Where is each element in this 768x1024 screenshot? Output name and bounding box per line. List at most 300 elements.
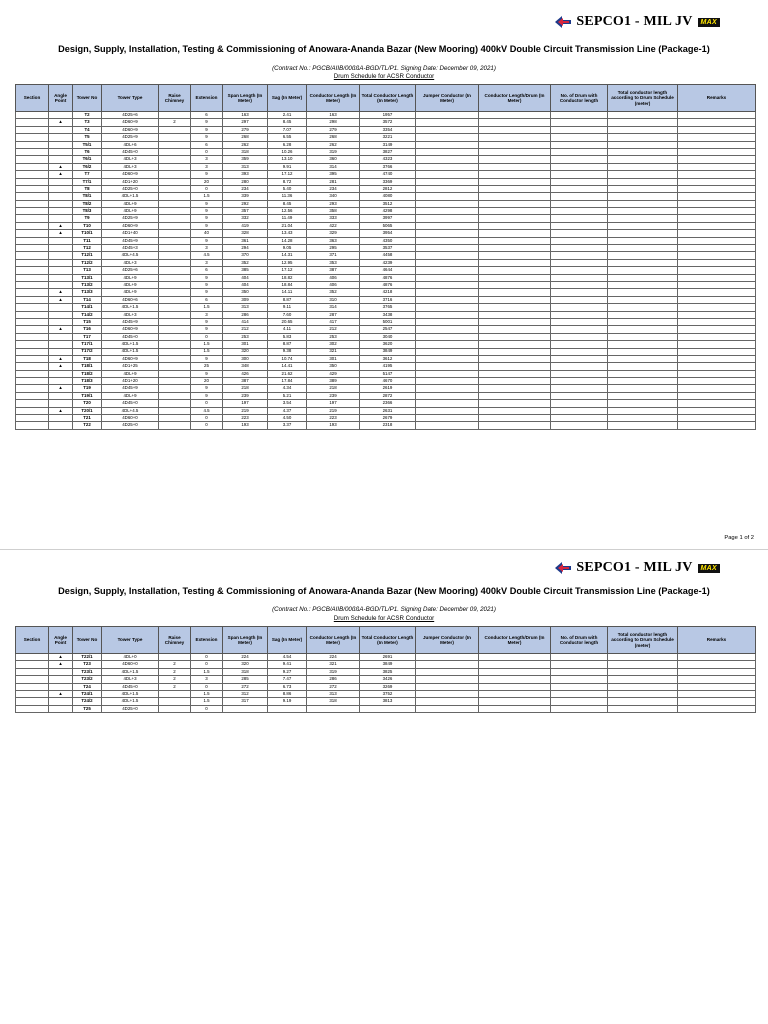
cell-tower-type: 4D45+0 [102,148,159,155]
cell-conductor-length-per-drum [479,341,551,348]
table-row [16,274,756,281]
table-row [16,178,756,185]
cell-tower-type: 4DL+3 [102,311,159,318]
cell-extension: 9 [191,200,223,207]
cell-raise-chimney [159,415,191,422]
cell-remarks [678,171,756,178]
cell-remarks [678,668,756,675]
cell-conductor-length: 224 [307,654,360,661]
cell-total-by-drum [608,215,678,222]
cell-drum-count [551,156,608,163]
cell-raise-chimney [159,378,191,385]
cell-total-conductor-length: 3752 [360,690,416,697]
cell-jumper-conductor [416,178,479,185]
cell-total-conductor-length: 3813 [360,698,416,705]
cell-angle-point [49,705,73,712]
cell-jumper-conductor [416,200,479,207]
cell-conductor-length-per-drum [479,112,551,119]
cell-jumper-conductor [416,126,479,133]
cell-extension: 0 [191,148,223,155]
table-row [16,348,756,355]
cell-total-by-drum [608,208,678,215]
cell-drum-count [551,112,608,119]
table-row [16,296,756,303]
cell-tower-no: T18/3 [73,378,102,385]
cell-angle-point [49,193,73,200]
cell-tower-no: T22 [73,422,102,429]
cell-sag: 9.27 [268,668,307,675]
cell-drum-count [551,259,608,266]
cell-raise-chimney [159,148,191,155]
cell-sag: 10.74 [268,355,307,362]
table-row [16,289,756,296]
cell-drum-count [551,200,608,207]
cell-conductor-length-per-drum [479,185,551,192]
table-row [16,163,756,170]
cell-remarks [678,119,756,126]
cell-remarks [678,385,756,392]
cell-extension: 3 [191,245,223,252]
table-row [16,676,756,683]
cell-sag: 7.60 [268,311,307,318]
cell-conductor-length: 429 [307,370,360,377]
cell-total-by-drum [608,326,678,333]
cell-total-by-drum [608,193,678,200]
cell-raise-chimney [159,385,191,392]
cell-total-by-drum [608,222,678,229]
column-header-total-by-drum: Total conductor length according to Drum Schedule (meter) [608,627,678,654]
cell-span-length: 387 [223,378,268,385]
table-row [16,304,756,311]
cell-raise-chimney [159,698,191,705]
cell-extension: 1.5 [191,341,223,348]
cell-raise-chimney [159,311,191,318]
cell-section [16,267,49,274]
cell-extension: 0 [191,422,223,429]
cell-sag: 8.87 [268,341,307,348]
cell-conductor-length-per-drum [479,178,551,185]
cell-sag: 8.87 [268,296,307,303]
cell-section [16,126,49,133]
cell-angle-point [49,668,73,675]
cell-sag: 4.37 [268,407,307,414]
cell-sag: 9.41 [268,661,307,668]
cell-remarks [678,415,756,422]
cell-sag: 17.84 [268,378,307,385]
cell-total-by-drum [608,318,678,325]
column-header-tower-type: Tower Type [102,85,159,112]
cell-span-length: 318 [223,668,268,675]
table-row [16,141,756,148]
cell-total-by-drum [608,698,678,705]
cell-section [16,252,49,259]
cell-span-length: 350 [223,289,268,296]
cell-raise-chimney [159,245,191,252]
cell-conductor-length: 422 [307,222,360,229]
cell-angle-point [49,178,73,185]
cell-total-by-drum [608,245,678,252]
cell-tower-no: T19/1 [73,392,102,399]
cell-section [16,230,49,237]
cell-tower-no: T6/1 [73,156,102,163]
cell-angle-point: ▲ [49,222,73,229]
cell-conductor-length-per-drum [479,148,551,155]
cell-tower-type: 4DL+4.5 [102,252,159,259]
cell-conductor-length-per-drum [479,252,551,259]
cell-conductor-length-per-drum [479,661,551,668]
cell-tower-type: 4D60+9 [102,126,159,133]
table-row [16,683,756,690]
cell-tower-no: T11 [73,237,102,244]
cell-conductor-length: 223 [307,415,360,422]
cell-total-conductor-length: 4080 [360,193,416,200]
cell-total-conductor-length: 3512 [360,200,416,207]
cell-extension: 0 [191,400,223,407]
table-row [16,222,756,229]
cell-sag: 11.36 [268,193,307,200]
document-title: Design, Supply, Installation, Testing & Commissioning of Anowara-Ananda Bazar (New Mooring) 400kV Double Circuit Transmission Line (Package-1) [58,586,710,596]
cell-sag: 10.26 [268,148,307,155]
cell-total-conductor-length: 3612 [360,355,416,362]
cell-tower-type: 4D1+20 [102,178,159,185]
cell-span-length: 370 [223,252,268,259]
cell-total-conductor-length: 3438 [360,311,416,318]
cell-angle-point: ▲ [49,407,73,414]
cell-section [16,171,49,178]
table-row [16,333,756,340]
column-header-tower-no: Tower No [73,627,102,654]
cell-conductor-length-per-drum [479,705,551,712]
cell-tower-no: T14/1 [73,304,102,311]
cell-raise-chimney [159,326,191,333]
cell-conductor-length-per-drum [479,230,551,237]
cell-section [16,311,49,318]
cell-drum-count [551,333,608,340]
cell-angle-point [49,215,73,222]
cell-tower-type: 4DL+1.5 [102,690,159,697]
cell-conductor-length: 314 [307,304,360,311]
column-header-conductor-length: Conductor Length (In Meter) [307,85,360,112]
table-row [16,208,756,215]
cell-sag: 9.38 [268,348,307,355]
cell-jumper-conductor [416,259,479,266]
cell-raise-chimney [159,252,191,259]
cell-section [16,378,49,385]
cell-conductor-length: 358 [307,208,360,215]
cell-angle-point [49,415,73,422]
cell-remarks [678,705,756,712]
cell-sag: 14.41 [268,363,307,370]
cell-raise-chimney [159,296,191,303]
cell-angle-point [49,252,73,259]
column-header-jumper-conductor: Jumper Conductor (In Meter) [416,627,479,654]
cell-angle-point: ▲ [49,363,73,370]
cell-sag: 3.37 [268,422,307,429]
cell-section [16,326,49,333]
cell-tower-type: 4DL+9 [102,392,159,399]
cell-sag: 8.86 [268,690,307,697]
cell-raise-chimney [159,178,191,185]
cell-tower-no: T8/1 [73,193,102,200]
cell-drum-count [551,676,608,683]
cell-total-conductor-length: 3269 [360,683,416,690]
cell-total-by-drum [608,267,678,274]
column-header-total-conductor-length: Total Conductor Length (In Meter) [360,85,416,112]
cell-extension: 4.5 [191,407,223,414]
cell-remarks [678,245,756,252]
cell-tower-no: T10/1 [73,230,102,237]
cell-sag: 13.43 [268,230,307,237]
cell-raise-chimney: 2 [159,668,191,675]
cell-span-length: 320 [223,348,268,355]
cell-total-by-drum [608,378,678,385]
cell-angle-point [49,267,73,274]
cell-span-length: 339 [223,193,268,200]
cell-remarks [678,289,756,296]
cell-jumper-conductor [416,378,479,385]
cell-jumper-conductor [416,415,479,422]
cell-conductor-length-per-drum [479,215,551,222]
cell-section [16,200,49,207]
cell-remarks [678,407,756,414]
cell-tower-type: 4D25+6 [102,112,159,119]
cell-section [16,163,49,170]
column-header-remarks: Remarks [678,85,756,112]
page-2 [0,552,768,1024]
cell-tower-type: 4DL+1.5 [102,304,159,311]
table-row [16,311,756,318]
cell-remarks [678,698,756,705]
cell-raise-chimney [159,654,191,661]
cell-total-conductor-length: 3997 [360,215,416,222]
cell-total-by-drum [608,274,678,281]
cell-jumper-conductor [416,668,479,675]
column-header-conductor-length-per-drum: Conductor Length/Drum (In Meter) [479,85,551,112]
cell-section [16,237,49,244]
column-header-sag: Sag (In Meter) [268,85,307,112]
cell-tower-no: T9 [73,215,102,222]
cell-remarks [678,193,756,200]
cell-sag: 7.47 [268,676,307,683]
cell-conductor-length-per-drum [479,348,551,355]
cell-span-length: 357 [223,208,268,215]
table-row [16,156,756,163]
cell-total-by-drum [608,281,678,288]
cell-total-conductor-length: 3040 [360,333,416,340]
cell-raise-chimney [159,171,191,178]
cell-jumper-conductor [416,407,479,414]
cell-raise-chimney [159,156,191,163]
cell-sag: 8.45 [268,200,307,207]
cell-total-conductor-length: 2318 [360,422,416,429]
cell-tower-no: T16 [73,326,102,333]
cell-conductor-length: 319 [307,668,360,675]
table-row [16,230,756,237]
cell-remarks [678,676,756,683]
cell-angle-point [49,141,73,148]
cell-tower-type: 4D25+0 [102,185,159,192]
cell-drum-count [551,392,608,399]
cell-drum-count [551,415,608,422]
cell-conductor-length-per-drum [479,355,551,362]
cell-span-length: 212 [223,326,268,333]
cell-conductor-length-per-drum [479,289,551,296]
cell-section [16,222,49,229]
cell-drum-count [551,304,608,311]
cell-conductor-length: 395 [307,171,360,178]
cell-extension: 6 [191,267,223,274]
cell-conductor-length-per-drum [479,422,551,429]
cell-span-length: 352 [223,259,268,266]
cell-angle-point: ▲ [49,385,73,392]
cell-raise-chimney [159,274,191,281]
cell-drum-count [551,281,608,288]
cell-drum-count [551,326,608,333]
cell-sag: 18.84 [268,281,307,288]
cell-tower-no: T20 [73,400,102,407]
cell-jumper-conductor [416,274,479,281]
cell-tower-type: 4DL+3 [102,163,159,170]
cell-span-length: 223 [223,415,268,422]
cell-sag: 14.28 [268,237,307,244]
cell-remarks [678,185,756,192]
cell-total-conductor-length: 5147 [360,370,416,377]
cell-drum-count [551,230,608,237]
cell-total-conductor-length: 4239 [360,259,416,266]
cell-tower-type: 4D60+6 [102,296,159,303]
cell-raise-chimney [159,230,191,237]
cell-sag: 9.19 [268,698,307,705]
table-body [16,112,756,430]
cell-drum-count [551,683,608,690]
cell-raise-chimney [159,237,191,244]
cell-total-conductor-length [360,705,416,712]
cell-total-by-drum [608,259,678,266]
cell-extension: 20 [191,378,223,385]
cell-total-by-drum [608,370,678,377]
cell-total-conductor-length: 4218 [360,289,416,296]
cell-conductor-length: 313 [307,690,360,697]
cell-jumper-conductor [416,252,479,259]
cell-jumper-conductor [416,385,479,392]
cell-span-length: 297 [223,119,268,126]
cell-angle-point [49,348,73,355]
cell-tower-type: 4DL+1.5 [102,341,159,348]
cell-extension: 0 [191,333,223,340]
cell-span-length: 320 [223,661,268,668]
cell-jumper-conductor [416,185,479,192]
cell-remarks [678,141,756,148]
cell-tower-type: 4DL+1.5 [102,668,159,675]
cell-total-by-drum [608,171,678,178]
cell-conductor-length-per-drum [479,400,551,407]
cell-extension: 9 [191,126,223,133]
cell-tower-no: T8 [73,185,102,192]
cell-tower-type: 4D25+9 [102,215,159,222]
cell-sag: 13.10 [268,156,307,163]
cell-drum-count [551,208,608,215]
cell-total-by-drum [608,385,678,392]
cell-section [16,683,49,690]
cell-extension: 3 [191,311,223,318]
cell-raise-chimney [159,185,191,192]
cell-span-length: 317 [223,698,268,705]
cell-total-conductor-length: 2691 [360,654,416,661]
cell-drum-count [551,193,608,200]
cell-conductor-length: 310 [307,296,360,303]
cell-tower-no: T3 [73,119,102,126]
cell-total-conductor-length: 4195 [360,363,416,370]
column-header-jumper-conductor: Jumper Conductor (In Meter) [416,85,479,112]
cell-conductor-length: 272 [307,683,360,690]
cell-conductor-length-per-drum [479,407,551,414]
cell-total-by-drum [608,341,678,348]
cell-conductor-length: 389 [307,378,360,385]
cell-section [16,705,49,712]
logo-arrow-icon [553,561,573,575]
cell-section [16,296,49,303]
cell-raise-chimney [159,690,191,697]
cell-total-conductor-length: 4876 [360,274,416,281]
cell-extension: 9 [191,171,223,178]
cell-drum-count [551,289,608,296]
cell-total-conductor-length: 2619 [360,385,416,392]
table-row [16,326,756,333]
table-row [16,355,756,362]
cell-total-by-drum [608,415,678,422]
cell-tower-no: T13/1 [73,274,102,281]
cell-span-length: 312 [223,690,268,697]
cell-angle-point [49,311,73,318]
cell-sag: 6.55 [268,134,307,141]
cell-sag: 6.28 [268,141,307,148]
cell-sag: 6.73 [268,683,307,690]
cell-drum-count [551,237,608,244]
cell-raise-chimney [159,705,191,712]
cell-total-conductor-length: 3827 [360,148,416,155]
cell-tower-type: 4DL+0 [102,654,159,661]
cell-total-conductor-length: 3426 [360,676,416,683]
page-divider [0,549,768,550]
cell-conductor-length-per-drum [479,304,551,311]
logo-text: SEPCO1 - MIL JV [576,14,693,29]
cell-sag: 9.91 [268,163,307,170]
column-header-total-by-drum: Total conductor length according to Drum Schedule (meter) [608,85,678,112]
column-header-raise-chimney: Raise Chimney [159,85,191,112]
cell-tower-type: 4DL+3 [102,676,159,683]
cell-jumper-conductor [416,326,479,333]
cell-conductor-length-per-drum [479,683,551,690]
cell-tower-no: T20/1 [73,407,102,414]
cell-conductor-length-per-drum [479,171,551,178]
cell-tower-no: T19 [73,385,102,392]
cell-jumper-conductor [416,230,479,237]
cell-extension: 0 [191,654,223,661]
company-logo [553,558,720,578]
cell-angle-point [49,245,73,252]
cell-conductor-length-per-drum [479,296,551,303]
cell-tower-no: T17 [73,333,102,340]
cell-sag: 2.41 [268,112,307,119]
cell-span-length: 285 [223,676,268,683]
cell-tower-type: 4DL+9 [102,274,159,281]
cell-tower-no: T21 [73,415,102,422]
cell-total-by-drum [608,668,678,675]
cell-span-length: 300 [223,355,268,362]
cell-extension: 9 [191,392,223,399]
cell-extension: 1.5 [191,348,223,355]
cell-sag: 8.45 [268,119,307,126]
